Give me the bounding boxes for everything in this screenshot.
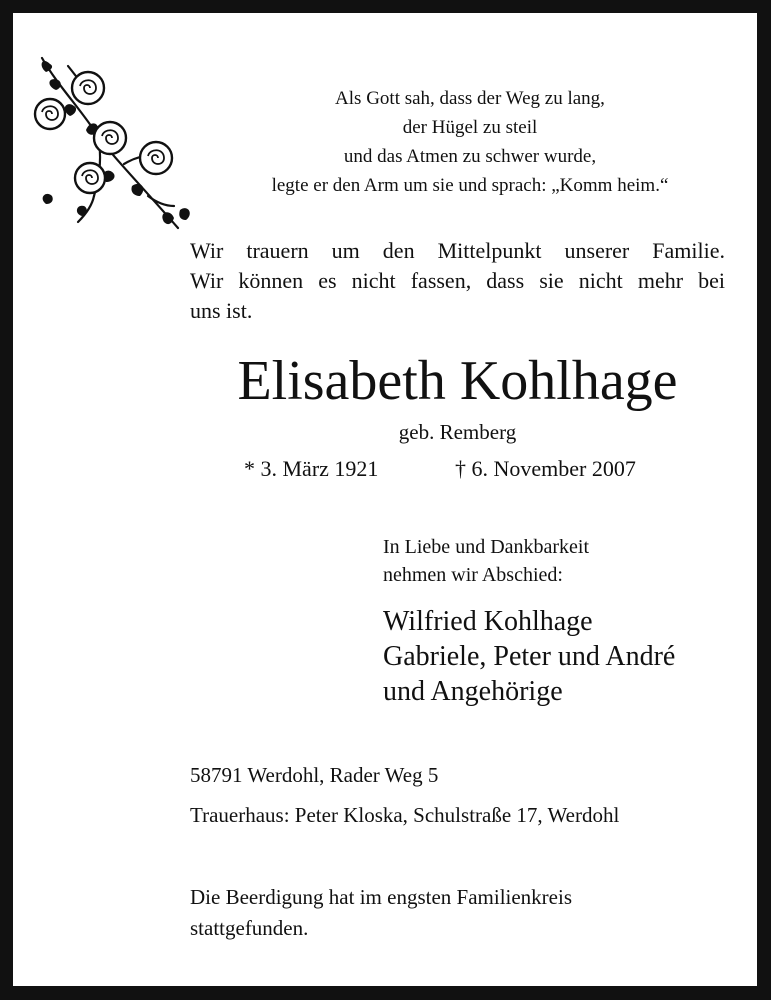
statement-line: Wir können es nicht fassen, dass sie nicht mehr bei <box>190 268 725 293</box>
poem-line: Als Gott sah, dass der Weg zu lang, <box>335 88 605 109</box>
poem <box>200 84 740 200</box>
poem-line: legte er den Arm um sie und sprach: „Komm heim.“ <box>271 175 669 196</box>
mourner-name: Gabriele, Peter und André <box>383 641 676 672</box>
burial-note <box>190 882 572 944</box>
family-address: 58791 Werdohl, Rader Weg 5 <box>190 763 439 787</box>
mourner-name: Wilfried Kohlhage <box>383 606 593 637</box>
farewell-line: nehmen wir Abschied: <box>383 564 563 586</box>
birth-date: * 3. März 1921 <box>244 456 379 481</box>
death-date: † 6. November 2007 <box>455 456 636 481</box>
poem-line: und das Atmen zu schwer wurde, <box>343 146 597 167</box>
maiden-name: geb. Remberg <box>398 420 517 444</box>
statement-line: Wir trauern um den Mittelpunkt unserer Familie. <box>190 238 725 263</box>
mourners-list <box>383 604 675 709</box>
farewell-text <box>383 533 589 589</box>
burial-line: Die Beerdigung hat im engsten Familienkreis <box>190 885 572 909</box>
mourning-statement <box>190 236 725 326</box>
farewell-line: In Liebe und Dankbarkeit <box>383 536 590 558</box>
statement-line: uns ist. <box>190 298 253 323</box>
poem-line: der Hügel zu steil <box>402 117 538 138</box>
deceased-name: Elisabeth Kohlhage <box>237 350 678 412</box>
mourner-name: und Angehörige <box>383 676 563 707</box>
funeral-home-address: Trauerhaus: Peter Kloska, Schulstraße 17, Werdohl <box>190 803 620 827</box>
rose-branch-icon <box>28 46 196 232</box>
burial-line: stattgefunden. <box>190 916 309 940</box>
